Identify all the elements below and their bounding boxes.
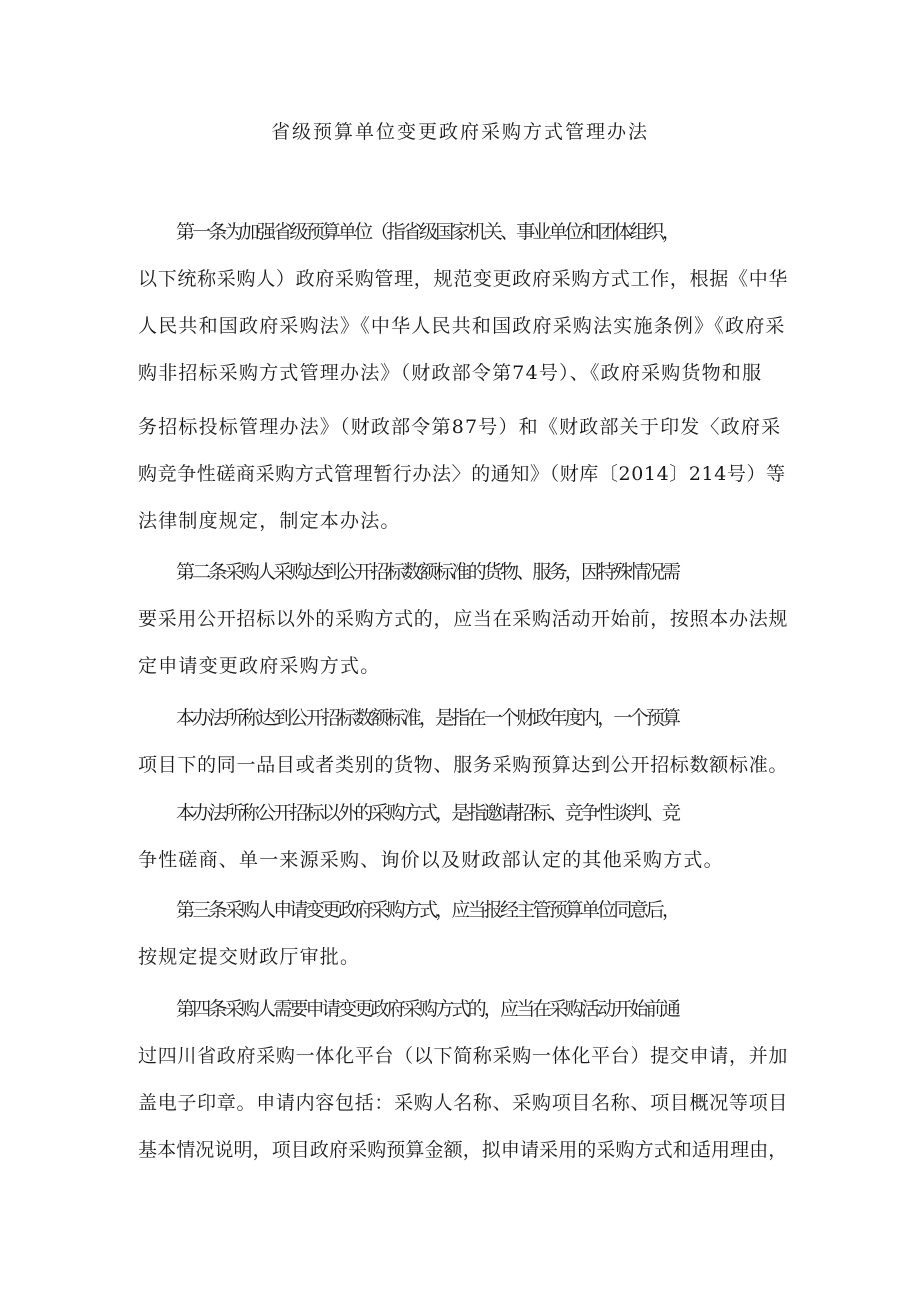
document-title: 省级预算单位变更政府采购方式管理办法 — [270, 121, 649, 143]
article-1-line-3: 人民共和国政府采购法》《中华人民共和国政府采购法实施条例》《政府采 — [138, 315, 786, 337]
article-1-line-1: 第一条为加强省级预算单位（指省级国家机关、事业单位和团体组织， — [176, 221, 679, 243]
article-2-line-1: 第二条采购人采购达到公开招标数额标准的货物、服务，因特殊情况需 — [176, 561, 679, 583]
paragraph-methods-line-2: 争性磋商、单一来源采购、询价以及财政部认定的其他采购方式。 — [138, 849, 724, 871]
article-4-line-2: 过四川省政府采购一体化平台（以下简称采购一体化平台）提交申请，并加 — [138, 1045, 789, 1067]
article-3-line-1: 第三条采购人申请变更政府采购方式，应当报经主管预算单位同意后， — [176, 899, 679, 921]
article-4-line-3: 盖电子印章。申请内容包括：采购人名称、采购项目名称、项目概况等项目 — [138, 1092, 789, 1114]
article-4-line-4: 基本情况说明，项目政府采购预算金额，拟申请采用的采购方式和适用理由， — [138, 1139, 788, 1161]
article-1-line-4: 购非招标采购方式管理办法》（财政部令第74号）、《政府采购货物和服 — [138, 362, 763, 384]
article-2-line-3: 定申请变更政府采购方式。 — [138, 655, 381, 677]
article-3-line-2: 按规定提交财政厅审批。 — [138, 946, 361, 968]
paragraph-methods-line-1: 本办法所称公开招标以外的采购方式，是指邀请招标、竞争性谈判、竞 — [176, 802, 679, 824]
article-1-line-6: 购竞争性磋商采购方式管理暂行办法〉的通知》（财库〔2014〕214号）等 — [138, 463, 786, 485]
article-1-line-2: 以下统称采购人）政府采购管理，规范变更政府采购方式工作，根据《中华 — [138, 268, 789, 290]
article-4-line-1: 第四条采购人需要申请变更政府采购方式的，应当在采购活动开始前通 — [176, 998, 679, 1020]
article-1-line-5: 务招标投标管理办法》（财政部令第87号）和《财政部关于印发〈政府采 — [138, 416, 782, 438]
article-1-line-7: 法律制度规定，制定本办法。 — [138, 510, 401, 532]
paragraph-threshold-line-1: 本办法所称达到公开招标数额标准，是指在一个财政年度内，一个预算 — [176, 707, 679, 729]
paragraph-threshold-line-2: 项目下的同一品目或者类别的货物、服务采购预算达到公开招标数额标准。 — [138, 754, 789, 776]
article-2-line-2: 要采用公开招标以外的采购方式的，应当在采购活动开始前，按照本办法规 — [138, 608, 789, 630]
